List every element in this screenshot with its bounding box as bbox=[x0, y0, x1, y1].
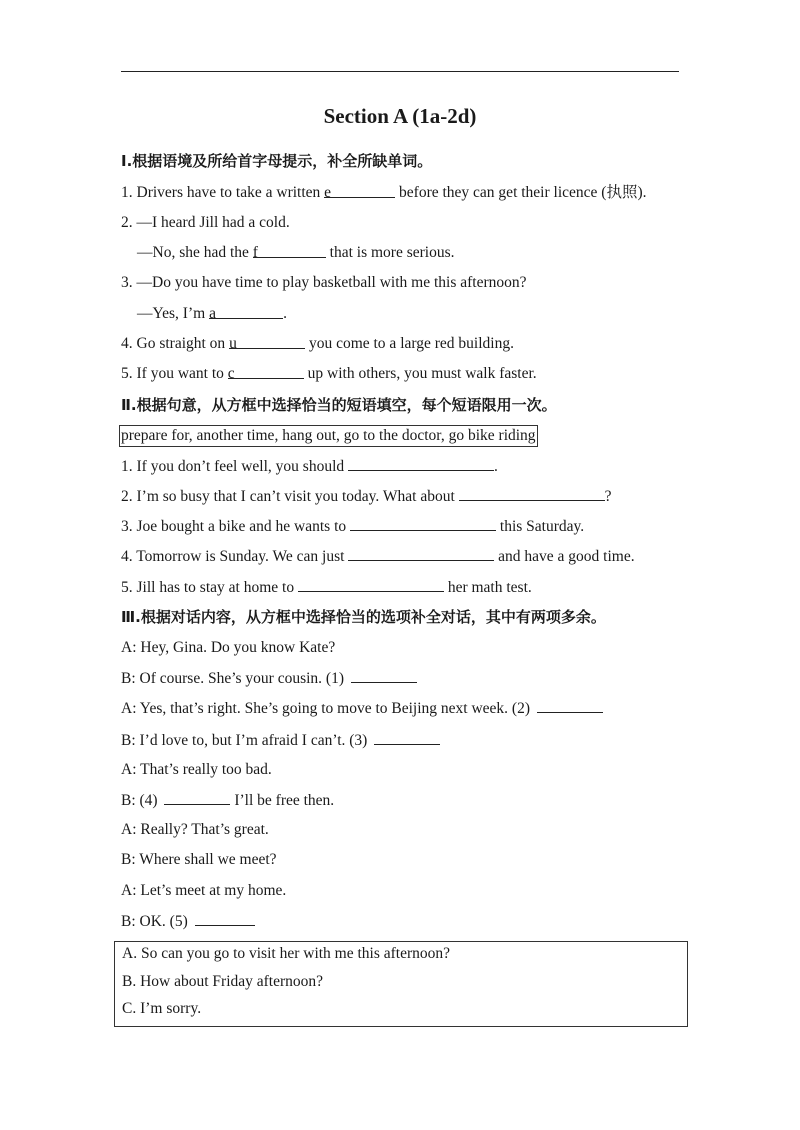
q-text: 5. Jill has to stay at home to bbox=[121, 579, 298, 596]
option-a: A. So can you go to visit her with me this afternoon? bbox=[122, 945, 451, 962]
dialogue-line bbox=[121, 698, 603, 719]
q3-text: —Yes, I’m bbox=[137, 305, 210, 322]
phrase-box: prepare for, another time, hang out, go to the doctor, go bike riding bbox=[119, 425, 538, 447]
q4-text: 4. Go straight on bbox=[121, 335, 230, 352]
dialogue-text-end: I’ll be free then. bbox=[230, 792, 335, 809]
part2-q4 bbox=[121, 546, 635, 567]
hint-letter: e bbox=[324, 184, 332, 201]
blank-c[interactable] bbox=[227, 364, 304, 382]
q-text-end: her math test. bbox=[443, 579, 532, 596]
part2-q3 bbox=[121, 516, 584, 537]
hint-letter: u bbox=[229, 335, 237, 352]
q3-text-end: . bbox=[283, 305, 287, 322]
q-text-end: . bbox=[494, 458, 498, 475]
dialogue-line: A: Let’s meet at my home. bbox=[121, 882, 287, 899]
part2-q5 bbox=[121, 577, 532, 598]
dialogue-line: B: Where shall we meet? bbox=[121, 851, 277, 868]
part2-q2 bbox=[121, 486, 612, 507]
q2-text-end: that is more serious. bbox=[325, 244, 455, 261]
blank-u[interactable] bbox=[229, 334, 305, 352]
dialogue-text: B: (4) bbox=[121, 792, 162, 809]
q5-text-end: up with others, you must walk faster. bbox=[303, 365, 537, 382]
answer-blank[interactable] bbox=[348, 456, 494, 471]
q-text-end: ? bbox=[604, 488, 612, 505]
answer-blank-3[interactable] bbox=[374, 730, 440, 745]
dialogue-text: A: Yes, that’s right. She’s going to move to Beijing next week. (2) bbox=[121, 700, 534, 717]
option-c: C. I’m sorry. bbox=[122, 1000, 202, 1017]
blank-e[interactable] bbox=[324, 183, 395, 201]
options-box bbox=[114, 941, 688, 1027]
answer-blank-5[interactable] bbox=[195, 911, 255, 926]
part2-q1 bbox=[121, 456, 498, 477]
option-b: B. How about Friday afternoon? bbox=[122, 973, 324, 990]
answer-blank-1[interactable] bbox=[351, 668, 417, 683]
dialogue-line: A: That’s really too bad. bbox=[121, 761, 272, 778]
part1-q2-line2 bbox=[137, 243, 455, 263]
part1-heading: Ⅰ.根据语境及所给首字母提示，补全所缺单词。 bbox=[121, 152, 433, 170]
part1-q2-line1: 2. —I heard Jill had a cold. bbox=[121, 214, 290, 231]
page-title: Section A (1a-2d) bbox=[323, 104, 477, 128]
answer-blank-2[interactable] bbox=[537, 698, 603, 713]
dialogue-text: B: I’d love to, but I’m afraid I can’t. (3) bbox=[121, 732, 372, 749]
q-text: 4. Tomorrow is Sunday. We can just bbox=[121, 548, 349, 565]
hint-letter: f bbox=[252, 244, 258, 261]
q-text: 3. Joe bought a bike and he wants to bbox=[121, 518, 351, 535]
hint-letter: a bbox=[209, 305, 216, 322]
part3-heading: Ⅲ.根据对话内容，从方框中选择恰当的选项补全对话，其中有两项多余。 bbox=[121, 608, 606, 626]
dialogue-line: A: Really? That’s great. bbox=[121, 821, 269, 838]
q2-text: —No, she had the bbox=[137, 244, 253, 261]
q-text-end: and have a good time. bbox=[494, 548, 635, 565]
part1-q3-line2 bbox=[137, 304, 287, 324]
hint-letter: c bbox=[227, 365, 235, 382]
q5-text: 5. If you want to bbox=[121, 365, 228, 382]
dialogue-line bbox=[121, 790, 334, 811]
answer-blank-4[interactable] bbox=[164, 790, 230, 805]
top-rule bbox=[121, 71, 679, 72]
part2-heading: Ⅱ.根据句意，从方框中选择恰当的短语填空，每个短语限用一次。 bbox=[121, 396, 557, 414]
dialogue-text: B: Of course. She’s your cousin. (1) bbox=[121, 670, 348, 687]
part1-q3-line1: 3. —Do you have time to play basketball with me this afternoon? bbox=[121, 274, 527, 291]
q1-text: 1. Drivers have to take a written bbox=[121, 184, 325, 201]
q-text: 1. If you don’t feel well, you should bbox=[121, 458, 349, 475]
part1-q5 bbox=[121, 364, 537, 384]
blank-f[interactable] bbox=[252, 243, 326, 261]
dialogue-line bbox=[121, 668, 417, 689]
dialogue-line bbox=[121, 730, 440, 751]
dialogue-line: A: Hey, Gina. Do you know Kate? bbox=[121, 639, 336, 656]
answer-blank[interactable] bbox=[350, 516, 496, 531]
dialogue-line bbox=[121, 911, 255, 932]
part1-q4 bbox=[121, 334, 514, 354]
answer-blank[interactable] bbox=[298, 577, 444, 592]
answer-blank[interactable] bbox=[348, 546, 494, 561]
q-text-end: this Saturday. bbox=[496, 518, 585, 535]
q4-text-end: you come to a large red building. bbox=[305, 335, 514, 352]
part1-q1 bbox=[121, 183, 646, 203]
dialogue-text: B: OK. (5) bbox=[121, 913, 192, 930]
q-text: 2. I’m so busy that I can’t visit you today. What about bbox=[121, 488, 459, 505]
answer-blank[interactable] bbox=[459, 486, 605, 501]
blank-a[interactable] bbox=[209, 304, 283, 322]
q1-text-end: before they can get their licence (执照). bbox=[395, 184, 647, 201]
